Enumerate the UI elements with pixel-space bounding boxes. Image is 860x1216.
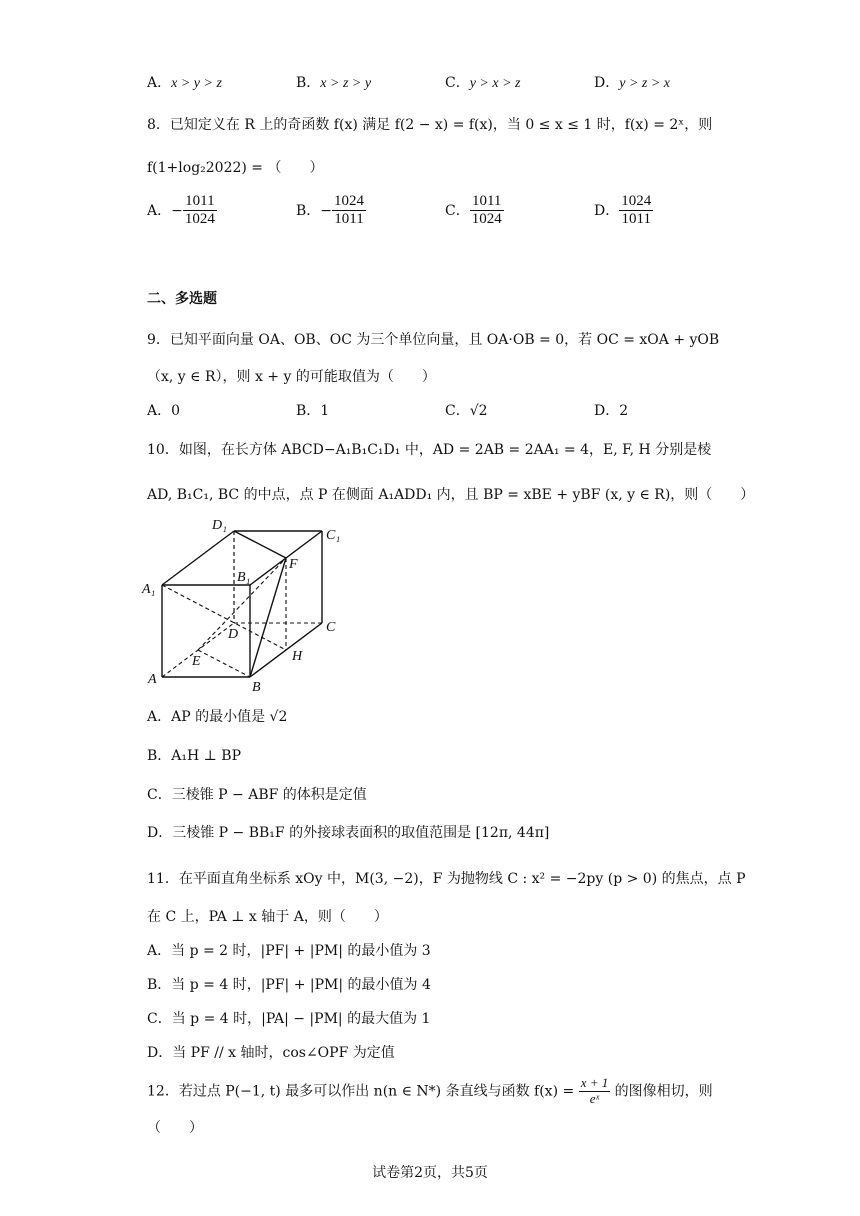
option-text: y > x > z [469,76,521,91]
option-label: A． [147,943,172,959]
q8-option-a [147,193,217,229]
option-fraction [183,193,217,229]
segment-BF [250,558,286,677]
label-C1: C₁ [326,528,341,543]
q11-option-d [147,1042,395,1062]
option-label: A． [147,709,172,725]
label-B1: B₁ [237,570,251,585]
segment-EB [198,650,250,677]
label-A: A [148,672,157,687]
q10-stem-line1: 10．如图，在长方体 ABCD−A₁B₁C₁D₁ 中，AD = 2AB = 2AA₁ = 4，E, F, H 分别是棱 [147,442,712,458]
q9-stem-line1: 9．已知平面向量 OA、OB、OC 为三个单位向量，且 OA·OB = 0，若 OC = xOA + yOB [147,332,720,348]
option-text: √2 [469,403,488,419]
fraction-denominator: 1011 [621,211,651,228]
q9-option-c [445,400,488,420]
section-heading: 二、多选题 [147,291,217,307]
option-label: D． [594,202,620,219]
option-label: C． [445,403,470,419]
q12-stem-line2: （ ） [147,1120,203,1136]
option-text: 当 p = 4 时，|PF| + |PM| 的最小值为 4 [171,977,431,993]
label-B: B [252,680,261,695]
q8-option-b [296,193,366,229]
q9-stem-line2: （x, y ∈ R），则 x + y 的可能取值为（ ） [147,369,436,385]
q10-option-a [147,706,287,726]
option-text: 当 p = 2 时，|PF| + |PM| 的最小值为 3 [171,943,431,959]
q12-stem-part-a: 12．若过点 P(−1, t) 最多可以作出 n(n ∈ N*) 条直线与函数 f(x) = [147,1083,579,1100]
label-E: E [192,654,201,669]
q11-option-c [147,1008,430,1028]
q9-option-d [594,400,628,420]
option-text: x > y > z [171,76,222,91]
q10-option-d [147,822,549,842]
segment-D1F [234,531,286,558]
q12-fraction [579,1076,611,1107]
fraction-numerator: 1011 [470,193,504,211]
option-label: B． [296,202,321,219]
q12-stem-line1 [147,1076,713,1107]
fraction-numerator: 1024 [619,193,653,211]
option-label: B． [296,75,321,91]
option-label: D． [594,403,620,419]
option-fraction [619,193,653,229]
page-footer: 试卷第2页，共5页 [372,1165,488,1181]
q12-stem-part-b: 的图像相切，则 [610,1083,713,1100]
option-label: A． [147,403,172,419]
q7-option-b [296,72,371,92]
q9-option-b [296,400,329,420]
option-fraction [470,193,504,229]
option-fraction [332,193,366,229]
option-label: A． [147,75,172,91]
fraction-denominator: 1011 [334,211,364,228]
option-label: D． [147,825,173,841]
label-D: D [228,627,239,642]
option-text: A₁H ⊥ BP [171,748,242,764]
edge-A1D1 [162,531,234,585]
option-label: C． [445,75,470,91]
option-text: AP 的最小值是 √2 [171,709,288,725]
q7-option-c [445,72,521,92]
option-text: 当 p = 4 时，|PA| − |PM| 的最大值为 1 [171,1011,431,1027]
q8-option-c [445,193,504,229]
label-C: C [326,620,336,635]
option-text: 0 [171,403,181,419]
fraction-numerator: 1024 [332,193,366,211]
q10-stem-line2: AD, B₁C₁, BC 的中点，点 P 在侧面 A₁ADD₁ 内，且 BP = xBE + yBF (x, y ∈ R)，则（ ） [147,487,755,503]
option-label: D． [594,75,620,91]
option-text: 三棱锥 P − ABF 的体积是定值 [171,787,367,803]
q8-stem-line2: f(1+log₂2022) = （ ） [147,160,324,176]
option-label: C． [445,202,470,219]
option-label: B． [147,977,172,993]
option-text: 1 [320,403,330,419]
option-sign: − [171,202,183,219]
q8-stem-line1: 8．已知定义在 R 上的奇函数 f(x) 满足 f(2 − x) = f(x)，当 0 ≤ x ≤ 1 时，f(x) = 2ˣ，则 [147,117,713,133]
option-label: A． [147,202,172,219]
option-sign: − [320,202,333,219]
option-text: 三棱锥 P − BB₁F 的外接球表面积的取值范围是 [12π, 44π] [172,825,550,841]
option-text: x > z > y [320,76,372,91]
q10-option-b [147,745,241,765]
q8-option-d [594,193,653,229]
label-A1: A₁ [142,582,156,597]
q7-option-a [147,72,222,92]
q10-option-c [147,784,367,804]
fraction-numerator: x + 1 [580,1075,609,1090]
option-label: C． [147,787,172,803]
q11-stem-line2: 在 C 上，PA ⊥ x 轴于 A，则（ ） [147,909,388,925]
option-text: y > z > x [619,76,671,91]
label-H: H [292,649,303,664]
q11-option-b [147,974,431,994]
fraction-denominator: eˣ [589,1090,600,1106]
q11-option-a [147,940,431,960]
option-label: D． [147,1045,173,1061]
cuboid-figure [140,515,360,695]
q11-stem-line1: 11．在平面直角坐标系 xOy 中，M(3, −2)，F 为抛物线 C : x² = −2py (p > 0) 的焦点，点 P [147,871,746,887]
q9-option-a [147,400,180,420]
option-label: C． [147,1011,172,1027]
option-label: B． [147,748,172,764]
option-label: B． [296,403,321,419]
fraction-numerator: 1011 [183,193,217,211]
fraction-denominator: 1024 [184,211,215,228]
q7-option-d [594,72,670,92]
label-D1: D₁ [212,518,227,533]
option-text: 2 [619,403,629,419]
label-F: F [289,557,298,572]
option-text: 当 PF // x 轴时，cos∠OPF 为定值 [172,1045,395,1061]
fraction-denominator: 1024 [471,211,502,228]
